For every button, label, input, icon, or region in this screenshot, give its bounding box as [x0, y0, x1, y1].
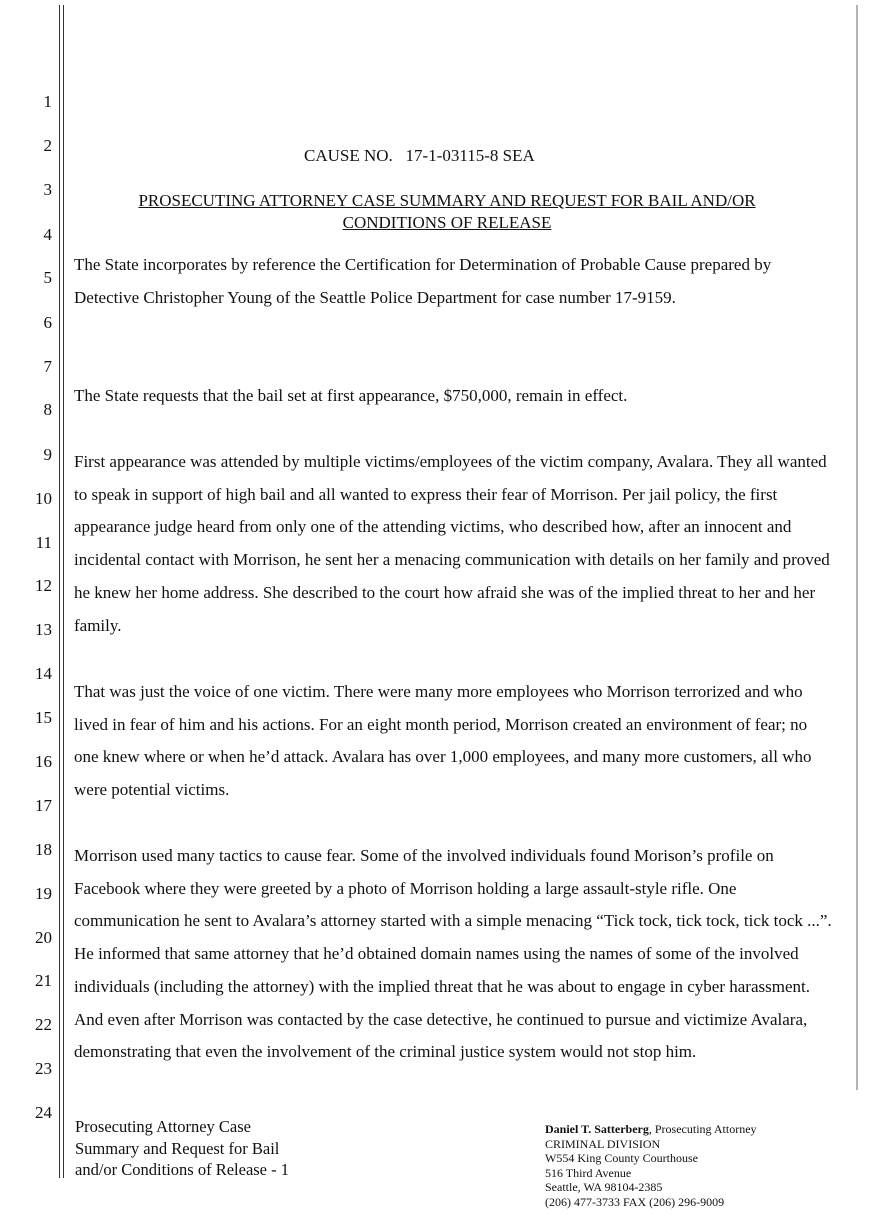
line-number: 17 [35, 796, 52, 815]
line-number: 15 [35, 708, 52, 727]
line-number: 19 [35, 884, 52, 903]
line-number: 22 [35, 1015, 52, 1034]
line-number: 9 [43, 445, 52, 464]
left-margin-rule [59, 5, 60, 1178]
line-number: 23 [35, 1059, 52, 1078]
cause-number: CAUSE NO. 17-1-03115-8 SEA [304, 146, 535, 165]
city-state-zip: Seattle, WA 98104-2385 [545, 1180, 663, 1194]
line-number: 6 [43, 313, 52, 332]
line-number: 13 [35, 620, 52, 639]
line-number: 4 [43, 225, 52, 244]
footer-document-caption [75, 1116, 289, 1181]
paragraph-bail-request: The State requests that the bail set at first appearance, $750,000, remain in effect. [74, 386, 628, 405]
line-number: 16 [35, 752, 52, 771]
line-number: 5 [43, 268, 52, 287]
document-title-line-1: PROSECUTING ATTORNEY CASE SUMMARY AND REQUEST FOR BAIL AND/OR [138, 191, 756, 210]
line-number: 20 [35, 928, 52, 947]
line-number: 18 [35, 840, 52, 859]
line-number: 2 [43, 136, 52, 155]
division: CRIMINAL DIVISION [545, 1136, 661, 1151]
footer-office-address [545, 1122, 757, 1209]
attorney-name: Daniel T. Satterberg [545, 1122, 649, 1136]
document-title-line-2: CONDITIONS OF RELEASE [342, 213, 552, 232]
left-margin-rule-inner [63, 5, 64, 1178]
line-number: 1 [43, 92, 52, 111]
footer-caption-line: Summary and Request for Bail [75, 1138, 280, 1158]
paragraph-tactics: Morrison used many tactics to cause fear. Some of the involved individuals found Morison’s profile on Facebook where they were greeted by a photo of Morrison holding a large assault-style rifle. One communication he sent to Avalara’s attorney started with a simple menacing “Tick tock, tick tock, tick tock ...”. He informed that same attorney that he’d obtained domain names using the names of some of the involved individuals (including the attorney) with the implied threat that he was about to engage in cyber harassment. And even after Morrison was contacted by the case detective, he continued to pursue and victimize Avalara, demonstrating that even the involvement of the criminal justice system would not stop him. [74, 846, 832, 1062]
right-margin-rule [856, 5, 858, 1090]
attorney-title: , Prosecuting Attorney [648, 1122, 757, 1136]
phone-fax: (206) 477-3733 FAX (206) 296-9009 [545, 1194, 725, 1209]
line-number: 8 [43, 400, 52, 419]
line-number: 21 [35, 971, 52, 990]
line-number: 14 [35, 664, 52, 683]
footer-caption-line: and/or Conditions of Release - 1 [75, 1160, 290, 1179]
document-title [80, 190, 814, 234]
attorney-line [545, 1122, 757, 1137]
line-number: 12 [35, 576, 52, 595]
footer-caption-line: Prosecuting Attorney Case [75, 1117, 251, 1136]
line-number: 3 [43, 180, 52, 199]
line-number: 7 [43, 357, 52, 376]
office: W554 King County Courthouse [545, 1151, 698, 1165]
street-address: 516 Third Avenue [545, 1165, 632, 1180]
paragraph-first-appearance: First appearance was attended by multiple victims/employees of the victim company, Avalara. They all wanted to speak in support of high bail and all wanted to express their fear of Morrison. Per jail policy, the first appearance judge heard from only one of the attending victims, who described how, after an innocent and incidental contact with Morrison, he sent her a menacing communication with details on her family and proved he knew her home address. She described to the court how afraid she was of the implied threat to her and her family. [74, 452, 830, 635]
line-number: 24 [35, 1103, 52, 1122]
line-number: 11 [35, 533, 52, 552]
paragraph-victims: That was just the voice of one victim. There were many more employees who Morrison terrorized and who lived in fear of him and his actions. For an eight month period, Morrison created an environment of fear; no one knew where or when he’d attack. Avalara has over 1,000 employees, and many more customers, all who were potential victims. [74, 682, 812, 800]
paragraph-probable-cause: The State incorporates by reference the Certification for Determination of Probable Cause prepared by Detective Christopher Young of the Seattle Police Department for case number 17-9159. [74, 255, 772, 307]
line-number: 10 [35, 489, 52, 508]
